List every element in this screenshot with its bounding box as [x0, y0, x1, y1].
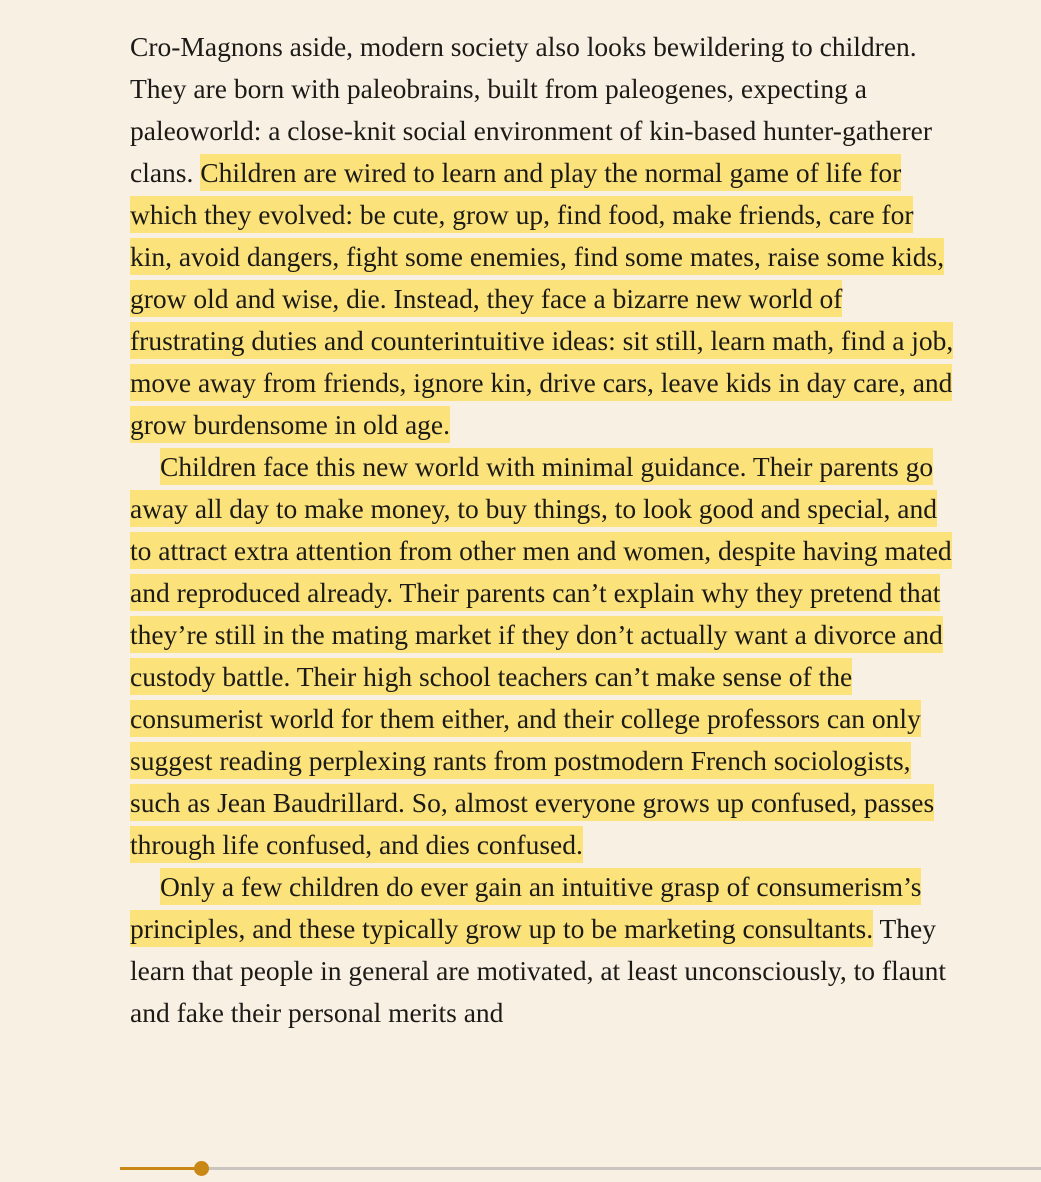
progress-track[interactable]: [120, 1167, 1041, 1170]
book-page: [130, 26, 960, 1034]
progress-handle[interactable]: [194, 1161, 209, 1176]
paragraph-2: [130, 446, 960, 866]
paragraph-1: [130, 26, 960, 446]
highlighted-text[interactable]: Children are wired to learn and play the normal game of life for which they evolved: be cute, grow up, find food, make friends, care for kin, avoid dangers, fight some enemies, find some mates, raise some kids, grow old and wise, die. Instead, they face a bizarre new world of frustrating duties and counterintuitive ideas: sit still, learn math, find a job, move away from friends, ignore kin, drive cars, leave kids in day care, and grow burdensome in old age.: [130, 154, 953, 443]
reading-progress-bar[interactable]: [0, 1152, 1041, 1182]
text-segment: They learn that people in general are motivated, at least unconsciously, to flaunt and fake their personal merits and: [130, 913, 947, 1028]
highlighted-text[interactable]: Only a few children do ever gain an intuitive grasp of consumerism’s principles, and these typically grow up to be marketing consultants.: [130, 868, 921, 947]
progress-fill: [120, 1167, 201, 1170]
highlighted-text[interactable]: Children face this new world with minimal guidance. Their parents go away all day to make money, to buy things, to look good and special, and to attract extra attention from other men and women, despite having mated and reproduced already. Their parents can’t explain why they pretend that they’re still in the mating market if they don’t actually want a divorce and custody battle. Their high school teachers can’t make sense of the consumerist world for them either, and their college professors can only suggest reading perplexing rants from postmodern French sociologists, such as Jean Baudrillard. So, almost everyone grows up confused, passes through life confused, and dies confused.: [130, 448, 952, 863]
paragraph-3: [130, 866, 960, 1034]
text-segment: Cro-Magnons aside, modern society also looks bewildering to children. They are born with paleobrains, built from paleogenes, expecting a paleoworld: a close-knit social environment of kin-based hunter-gatherer clans.: [130, 31, 933, 188]
